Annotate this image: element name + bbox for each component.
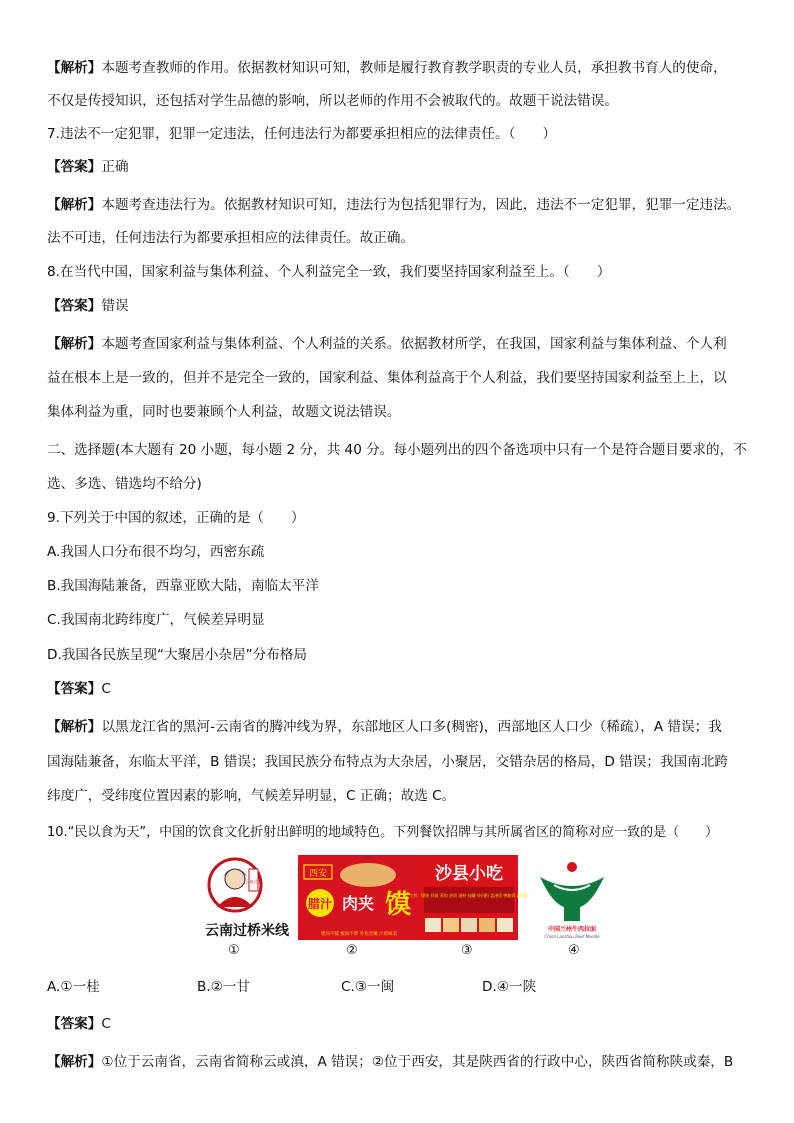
option-9c (47, 610, 265, 630)
sign-text-1: 腊汁 (307, 897, 333, 911)
lanzhou-noodle-logo (530, 855, 615, 940)
line-text: D.我国各民族呈现“大聚居小杂居”分布格局 (47, 647, 307, 663)
section-heading (47, 440, 747, 460)
line-text: C (101, 1016, 111, 1032)
explanation-8-cont2 (47, 402, 400, 422)
lanzhou-en: China Lanzhou Beef Noodle (544, 934, 600, 939)
signboard-images (195, 855, 615, 960)
line-text: 本题考查教师的作用。依据教材知识可知，教师是履行教育教学职责的专业人员，承担教书育人的使命， (101, 60, 727, 76)
image-number-4: ④ (568, 943, 580, 958)
option-9a (47, 542, 264, 562)
explanation-9 (47, 717, 722, 737)
line-text: 集体利益为重，同时也要兼顾个人利益，故题文说法错误。 (47, 404, 401, 420)
line-text: C (101, 681, 111, 697)
explanation-8-cont (47, 368, 727, 388)
image-number-2: ② (346, 943, 358, 958)
line-text: 本题考查国家利益与集体利益、个人利益的关系。依据教材所学，在我国，国家利益与集体利益、个人利 (101, 336, 727, 352)
option-9b (47, 576, 319, 596)
section-heading-cont (47, 474, 202, 494)
explanation-9-cont (47, 752, 728, 772)
label-tag: 【解析】 (47, 60, 102, 76)
explanation-7 (47, 195, 740, 215)
explanation-7-cont (47, 228, 414, 248)
line-text: 国海陆兼备，东临太平洋，B 错误；我国民族分布特点为大杂居，小聚居，交错杂居的格局，D 错误；我国南北跨 (47, 754, 728, 770)
image-number-1: ① (228, 943, 240, 958)
line-text: 7.违法不一定犯罪，犯罪一定违法，任何违法行为都要承担相应的法律责任。（ ） (47, 126, 557, 142)
yunnan-noodle-logo (195, 855, 300, 940)
explanation-8 (47, 334, 727, 354)
sign-text-2: 肉夹 (341, 894, 375, 913)
answer-7 (47, 157, 129, 177)
label-tag: 【解析】 (47, 336, 102, 352)
line-text: C.我国南北跨纬度广，气候差异明显 (47, 612, 265, 628)
option-9d (47, 645, 307, 665)
line-text: 选、多选、错选均不给分) (47, 476, 202, 492)
line-text: B.我国海陆兼备，西靠亚欧大陆，南临太平洋 (47, 578, 319, 594)
shaxian-menu: 主营：馄饨 拌面 蒸饺 炒饭 汤粉 炖罐 炒河粉 盖浇饭 鸭腿饭 鸡腿饭 (409, 893, 529, 898)
line-text: 9.下列关于中国的叙述，正确的是（ ） (47, 510, 305, 526)
question-9 (47, 508, 305, 528)
line-text: 益在根本上是一致的，但并不是完全一致的，国家利益、集体利益高于个人利益，我们要坚持国家利益至上上，以 (47, 370, 727, 386)
line-text: 本题考查违法行为。依据教材知识可知，违法行为包括犯罪行为，因此，违法不一定犯罪，犯罪一定违法。 (101, 197, 741, 213)
noodle-label: 云南过桥米线 (205, 923, 289, 939)
answer-10 (47, 1014, 111, 1034)
option-10d: D.④一陕 (482, 979, 537, 995)
option-10c: C.③一闽 (341, 979, 395, 995)
line-text: 8.在当代中国，国家利益与集体利益、个人利益完全一致，我们要坚持国家利益至上。（ ） (47, 264, 611, 280)
explanation-10 (47, 1052, 733, 1072)
line-text: 以黑龙江省的黑河-云南省的腾冲线为界，东部地区人口多(稠密)，西部地区人口少（稀疏），A 错误；我 (101, 719, 722, 735)
label-tag: 【解析】 (47, 197, 102, 213)
line-text: 纬度广，受纬度位置因素的影响，气候差异明显，C 正确；故选 C。 (47, 788, 456, 804)
question-8 (47, 262, 611, 282)
options-10 (47, 977, 747, 997)
label-tag: 【答案】 (47, 681, 102, 697)
explanation-6 (47, 58, 727, 78)
answer-9 (47, 679, 111, 699)
shaxian-title: 沙县小吃 (435, 864, 503, 884)
label-tag: 【解析】 (47, 719, 102, 735)
question-7 (47, 124, 556, 144)
option-10b: B.②一甘 (197, 979, 251, 995)
lanzhou-cn: 中国兰州牛肉拉面 (547, 926, 597, 933)
label-tag: 【答案】 (47, 159, 102, 175)
sign-text-3: 馍 (384, 890, 412, 920)
roujiamo-sign (298, 855, 420, 940)
question-10 (47, 823, 718, 843)
seal-text: 云南过桥 (245, 879, 262, 884)
label-tag: 【解析】 (47, 1054, 102, 1070)
label-tag: 【答案】 (47, 298, 102, 314)
line-text: 二、选择题(本大题有 20 小题，每小题 2 分，共 40 分。每小题列出的四个备选项中只有一个是符合题目要求的，不 (47, 442, 747, 458)
explanation-9-cont2 (47, 786, 455, 806)
line-text: 错误 (101, 298, 129, 314)
sign-footer: 肥而不腻 瘦而不柴 外焦里嫩 汁浓味美 (320, 932, 398, 937)
answer-8 (47, 296, 129, 316)
shaxian-sign (409, 855, 529, 940)
explanation-6-cont (47, 91, 618, 111)
option-10a: A.①一桂 (47, 979, 100, 995)
image-number-3: ③ (461, 943, 473, 958)
line-text: 正确 (101, 159, 129, 175)
line-text: A.我国人口分布很不均匀，西密东疏 (47, 544, 265, 560)
line-text: ①位于云南省，云南省简称云或滇，A 错误；②位于西安，其是陕西省的行政中心，陕西省简称陕或秦，B (101, 1054, 734, 1070)
xian-tag: 西安 (308, 869, 328, 879)
line-text: 法不可违，任何违法行为都要承担相应的法律责任。故正确。 (47, 230, 415, 246)
line-text: 10.“民以食为天”，中国的饮食文化折射出鲜明的地域特色。下列餐饮招牌与其所属省区的简称对应一致的是（ ） (47, 825, 719, 840)
line-text: 不仅是传授知识，还包括对学生品德的影响，所以老师的作用不会被取代的。故题干说法错误。 (47, 93, 618, 109)
label-tag: 【答案】 (47, 1016, 102, 1032)
